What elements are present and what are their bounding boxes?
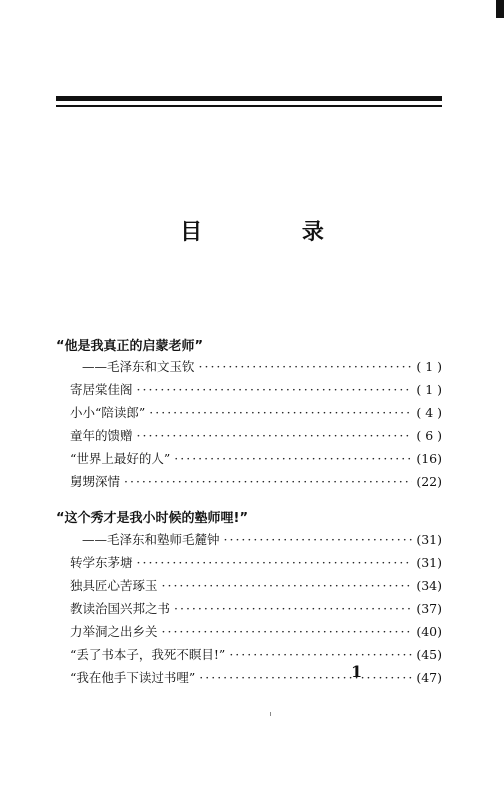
leader-dots bbox=[124, 474, 412, 489]
toc-entry[interactable] bbox=[70, 599, 442, 617]
leader-dots bbox=[199, 670, 412, 685]
leader-dots bbox=[162, 578, 413, 593]
leader-dots bbox=[137, 382, 413, 397]
entry-label: 转学东茅塘 bbox=[70, 555, 133, 570]
leader-dots bbox=[199, 359, 413, 374]
leader-dots bbox=[224, 532, 413, 547]
entry-page: (34) bbox=[416, 578, 442, 593]
entry-page: (37) bbox=[416, 601, 442, 616]
leader-dots bbox=[174, 601, 412, 616]
entry-page: ( 1 ) bbox=[416, 359, 442, 374]
toc-entry[interactable] bbox=[70, 576, 442, 594]
leader-dots bbox=[149, 405, 412, 420]
entry-label: “世界上最好的人” bbox=[70, 451, 171, 466]
entry-page: (40) bbox=[416, 624, 442, 639]
leader-dots bbox=[137, 555, 413, 570]
toc-title: 目 录 bbox=[180, 219, 370, 245]
entry-label: ——毛泽东和塾师毛麓钟 bbox=[82, 532, 220, 547]
entry-label: ——毛泽东和文玉钦 bbox=[82, 359, 195, 374]
toc-entry[interactable] bbox=[70, 380, 442, 398]
entry-label: 力举洞之出乡关 bbox=[70, 624, 158, 639]
entry-label: “丢了书本子，我死不瞑目!” bbox=[70, 647, 226, 662]
entry-page: ( 1 ) bbox=[416, 382, 442, 397]
toc-entry[interactable] bbox=[82, 357, 442, 375]
corner-mark bbox=[496, 0, 504, 18]
entry-label: 小小“陪读郎” bbox=[70, 405, 146, 420]
leader-dots bbox=[174, 451, 412, 466]
toc-entry[interactable] bbox=[82, 530, 442, 548]
toc-entry[interactable] bbox=[70, 668, 442, 686]
toc-entry[interactable] bbox=[70, 553, 442, 571]
entry-page: ( 4 ) bbox=[416, 405, 442, 420]
entry-label: 童年的馈赠 bbox=[70, 428, 133, 443]
scan-speck bbox=[270, 712, 271, 716]
leader-dots bbox=[229, 647, 412, 662]
entry-page: (47) bbox=[416, 670, 442, 685]
page-number: 1 bbox=[351, 662, 363, 681]
toc-entry[interactable] bbox=[70, 472, 442, 490]
entry-label: 教读治国兴邦之书 bbox=[70, 601, 171, 616]
entry-label: “我在他手下读过书哩” bbox=[70, 670, 196, 685]
entry-page: (22) bbox=[416, 474, 442, 489]
leader-dots bbox=[137, 428, 413, 443]
entry-label: 独具匠心苦琢玉 bbox=[70, 578, 158, 593]
entry-label: 寄居棠佳阁 bbox=[70, 382, 133, 397]
entry-page: ( 6 ) bbox=[416, 428, 442, 443]
toc-entry[interactable] bbox=[70, 449, 442, 467]
toc-entry[interactable] bbox=[70, 403, 442, 421]
toc-entry[interactable] bbox=[70, 426, 442, 444]
entry-page: (31) bbox=[416, 532, 442, 547]
entry-page: (31) bbox=[416, 555, 442, 570]
entry-page: (45) bbox=[416, 647, 442, 662]
leader-dots bbox=[162, 624, 413, 639]
section-heading: “他是我真正的启蒙老师” bbox=[56, 339, 204, 354]
section-heading: “这个秀才是我小时候的塾师哩!” bbox=[56, 511, 249, 526]
toc-entry[interactable] bbox=[70, 622, 442, 640]
entry-page: (16) bbox=[416, 451, 442, 466]
header-rule-thick bbox=[56, 96, 442, 101]
header-rule-thin bbox=[56, 105, 442, 107]
toc-entry[interactable] bbox=[70, 645, 442, 663]
entry-label: 舅甥深情 bbox=[70, 474, 121, 489]
